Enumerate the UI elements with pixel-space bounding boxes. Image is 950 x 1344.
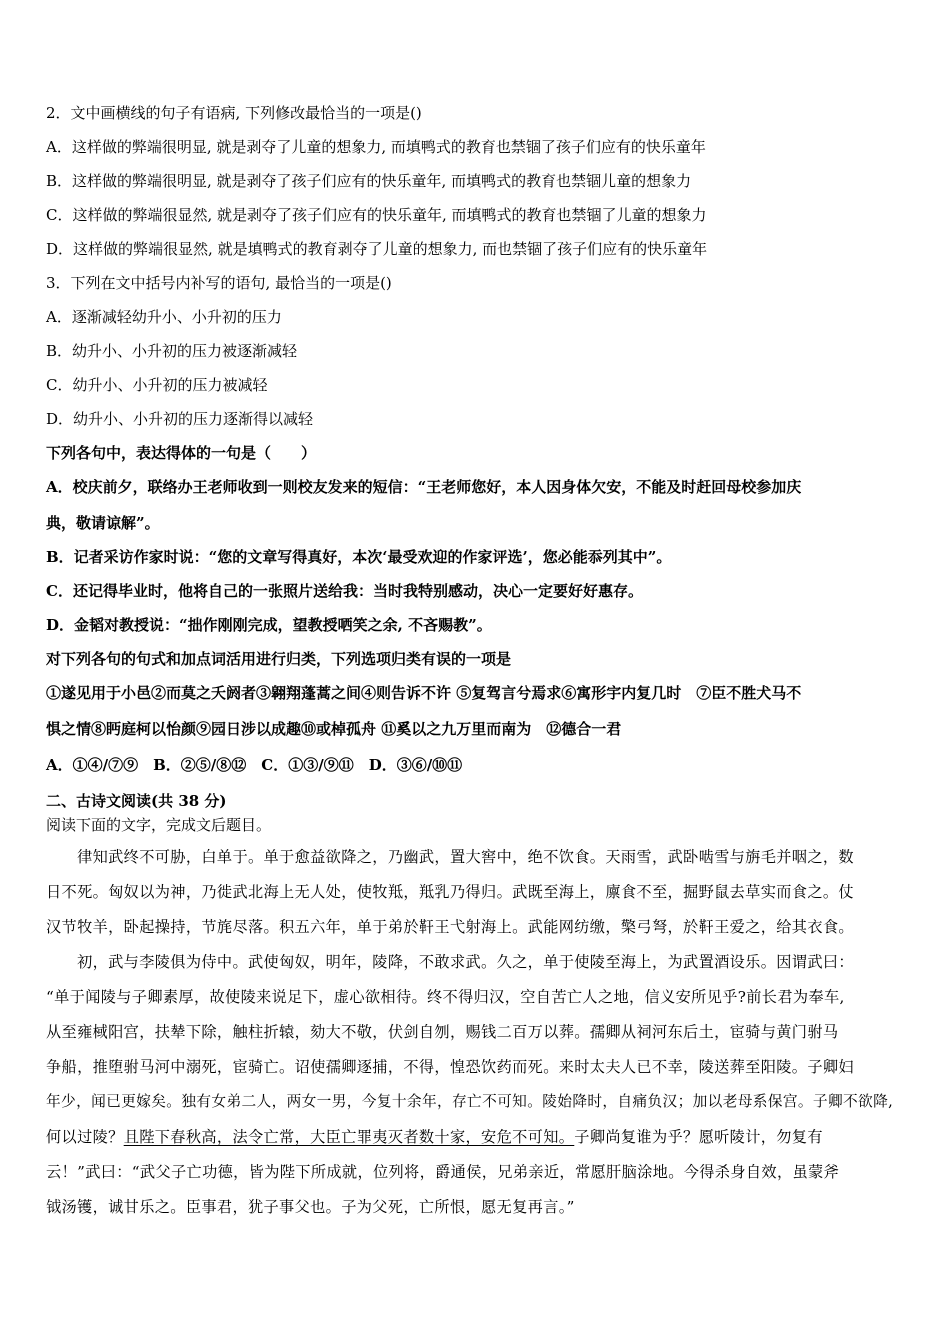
question-3-stem: 3．下列在文中括号内补写的语句, 最恰当的一项是() (46, 274, 392, 292)
question-4-stem: 下列各句中，表达得体的一句是（ ） (46, 444, 317, 462)
passage-line: 律知武终不可胁，白单于。单于愈益欲降之，乃幽武，置大窖中，绝不饮食。天雨雪，武卧啮雪与旃毛并咽之，数 (46, 848, 854, 866)
question-5-options: A．①④/⑦⑨ B．②⑤/⑧⑫ C．①③/⑨⑪ D．③⑥/⑩⑪ (46, 756, 463, 774)
passage-line: 争船，推堕驸马河中溺死，宦骑亡。诏使孺卿逐捕，不得，惶恐饮药而死。来时太夫人已不幸，陵送葬至阳陵。子卿妇 (46, 1058, 854, 1076)
question-2-option-b: B．这样做的弊端很明显, 就是剥夺了孩子们应有的快乐童年, 而填鸭式的教育也禁锢儿童的想象力 (46, 172, 692, 190)
question-4-option-c: C．还记得毕业时，他将自己的一张照片送给我：当时我特别感动，决心一定要好好惠存。 (46, 582, 643, 600)
underlined-sentence: 且陛下春秋高，法令亡常，大臣亡罪夷灭者数十家，安危不可知。 (123, 1128, 575, 1146)
passage-text: 何以过陵？ (46, 1128, 124, 1146)
question-3-option-d: D．幼升小、小升初的压力逐渐得以减轻 (46, 410, 314, 428)
passage-line: 钺汤镬，诚甘乐之。臣事君，犹子事父也。子为父死，亡所恨，愿无复再言。” (46, 1198, 575, 1216)
passage-line: 初，武与李陵俱为侍中。武使匈奴，明年，陵降，不敢求武。久之，单于使陵至海上，为武置酒设乐。因谓武曰： (46, 953, 854, 971)
passage-line: 日不死。匈奴以为神，乃徙武北海上无人处，使牧羝，羝乳乃得归。武既至海上，廪食不至，掘野鼠去草实而食之。仗 (46, 883, 854, 901)
question-4-option-d: D．金韬对教授说：“拙作刚刚完成，望教授哂笑之余, 不吝赐教”。 (46, 616, 492, 634)
question-5-items-line-2: 惧之情⑧眄庭柯以怡颜⑨园日涉以成趣⑩或棹孤舟 ⑪奚以之九万里而南为 ⑫德合一君 (46, 720, 622, 738)
question-4-option-a-line-1: A．校庆前夕，联络办王老师收到一则校友发来的短信：“王老师您好，本人因身体欠安，不能及时赶回母校参加庆 (46, 478, 802, 496)
question-4-option-b: B．记者采访作家时说：“您的文章写得真好，本次‘最受欢迎的作家评选’，您必能忝列其中”。 (46, 548, 672, 566)
question-2-option-a: A．这样做的弊端很明显, 就是剥夺了儿童的想象力, 而填鸭式的教育也禁锢了孩子们应有的快乐童年 (46, 138, 706, 156)
section-2-title: 二、古诗文阅读(共 38 分) (46, 792, 227, 810)
question-3-option-c: C．幼升小、小升初的压力被减轻 (46, 376, 268, 394)
question-2-option-c: C．这样做的弊端很显然, 就是剥夺了孩子们应有的快乐童年, 而填鸭式的教育也禁锢了儿童的想象力 (46, 206, 707, 224)
question-3-option-b: B．幼升小、小升初的压力被逐渐减轻 (46, 342, 298, 360)
passage-text: 子卿尚复谁为乎？愿听陵计，勿复有 (574, 1128, 823, 1146)
passage-line: 年少，闻已更嫁矣。独有女弟二人，两女一男，今复十余年，存亡不可知。陵始降时，自痛负汉；加以老母系保宫。子卿不欲降, (46, 1093, 894, 1110)
question-5-stem: 对下列各句的句式和加点词活用进行归类，下列选项归类有误的一项是 (46, 650, 512, 668)
passage-line (46, 1126, 906, 1148)
question-2-stem: 2．文中画横线的句子有语病, 下列修改最恰当的一项是() (46, 104, 422, 122)
question-4-option-a-line-2: 典，敬请谅解”。 (46, 514, 160, 532)
question-2-option-d: D．这样做的弊端很显然, 就是填鸭式的教育剥夺了儿童的想象力, 而也禁锢了孩子们应有的快乐童年 (46, 240, 708, 258)
passage-line: 云！”武曰：“武父子亡功德，皆为陛下所成就，位列将，爵通侯，兄弟亲近，常愿肝脑涂地。今得杀身自效，虽蒙斧 (46, 1163, 840, 1181)
passage-line: 汉节牧羊，卧起操持，节旄尽落。积五六年，单于弟於靬王弋射海上。武能网纺缴，檠弓弩，於靬王爱之，给其衣食。 (46, 918, 854, 936)
question-3-option-a: A．逐渐减轻幼升小、小升初的压力 (46, 308, 282, 326)
passage-line: “单于闻陵与子卿素厚，故使陵来说足下，虚心欲相待。终不得归汉，空自苦亡人之地，信义安所见乎?前长君为奉车, (46, 988, 845, 1006)
question-5-items-line-1: ①遂见用于小邑②而莫之夭阏者③翱翔蓬蒿之间④则告诉不许 ⑤复驾言兮焉求⑥寓形宇内复几时 ⑦臣不胜犬马不 (46, 684, 802, 702)
section-2-instruction: 阅读下面的文字，完成文后题目。 (46, 816, 272, 834)
passage-line: 从至雍棫阳宫，扶辇下除，触柱折辕，劾大不敬，伏剑自刎，赐钱二百万以葬。孺卿从祠河东后土，宦骑与黄门驸马 (46, 1023, 839, 1041)
